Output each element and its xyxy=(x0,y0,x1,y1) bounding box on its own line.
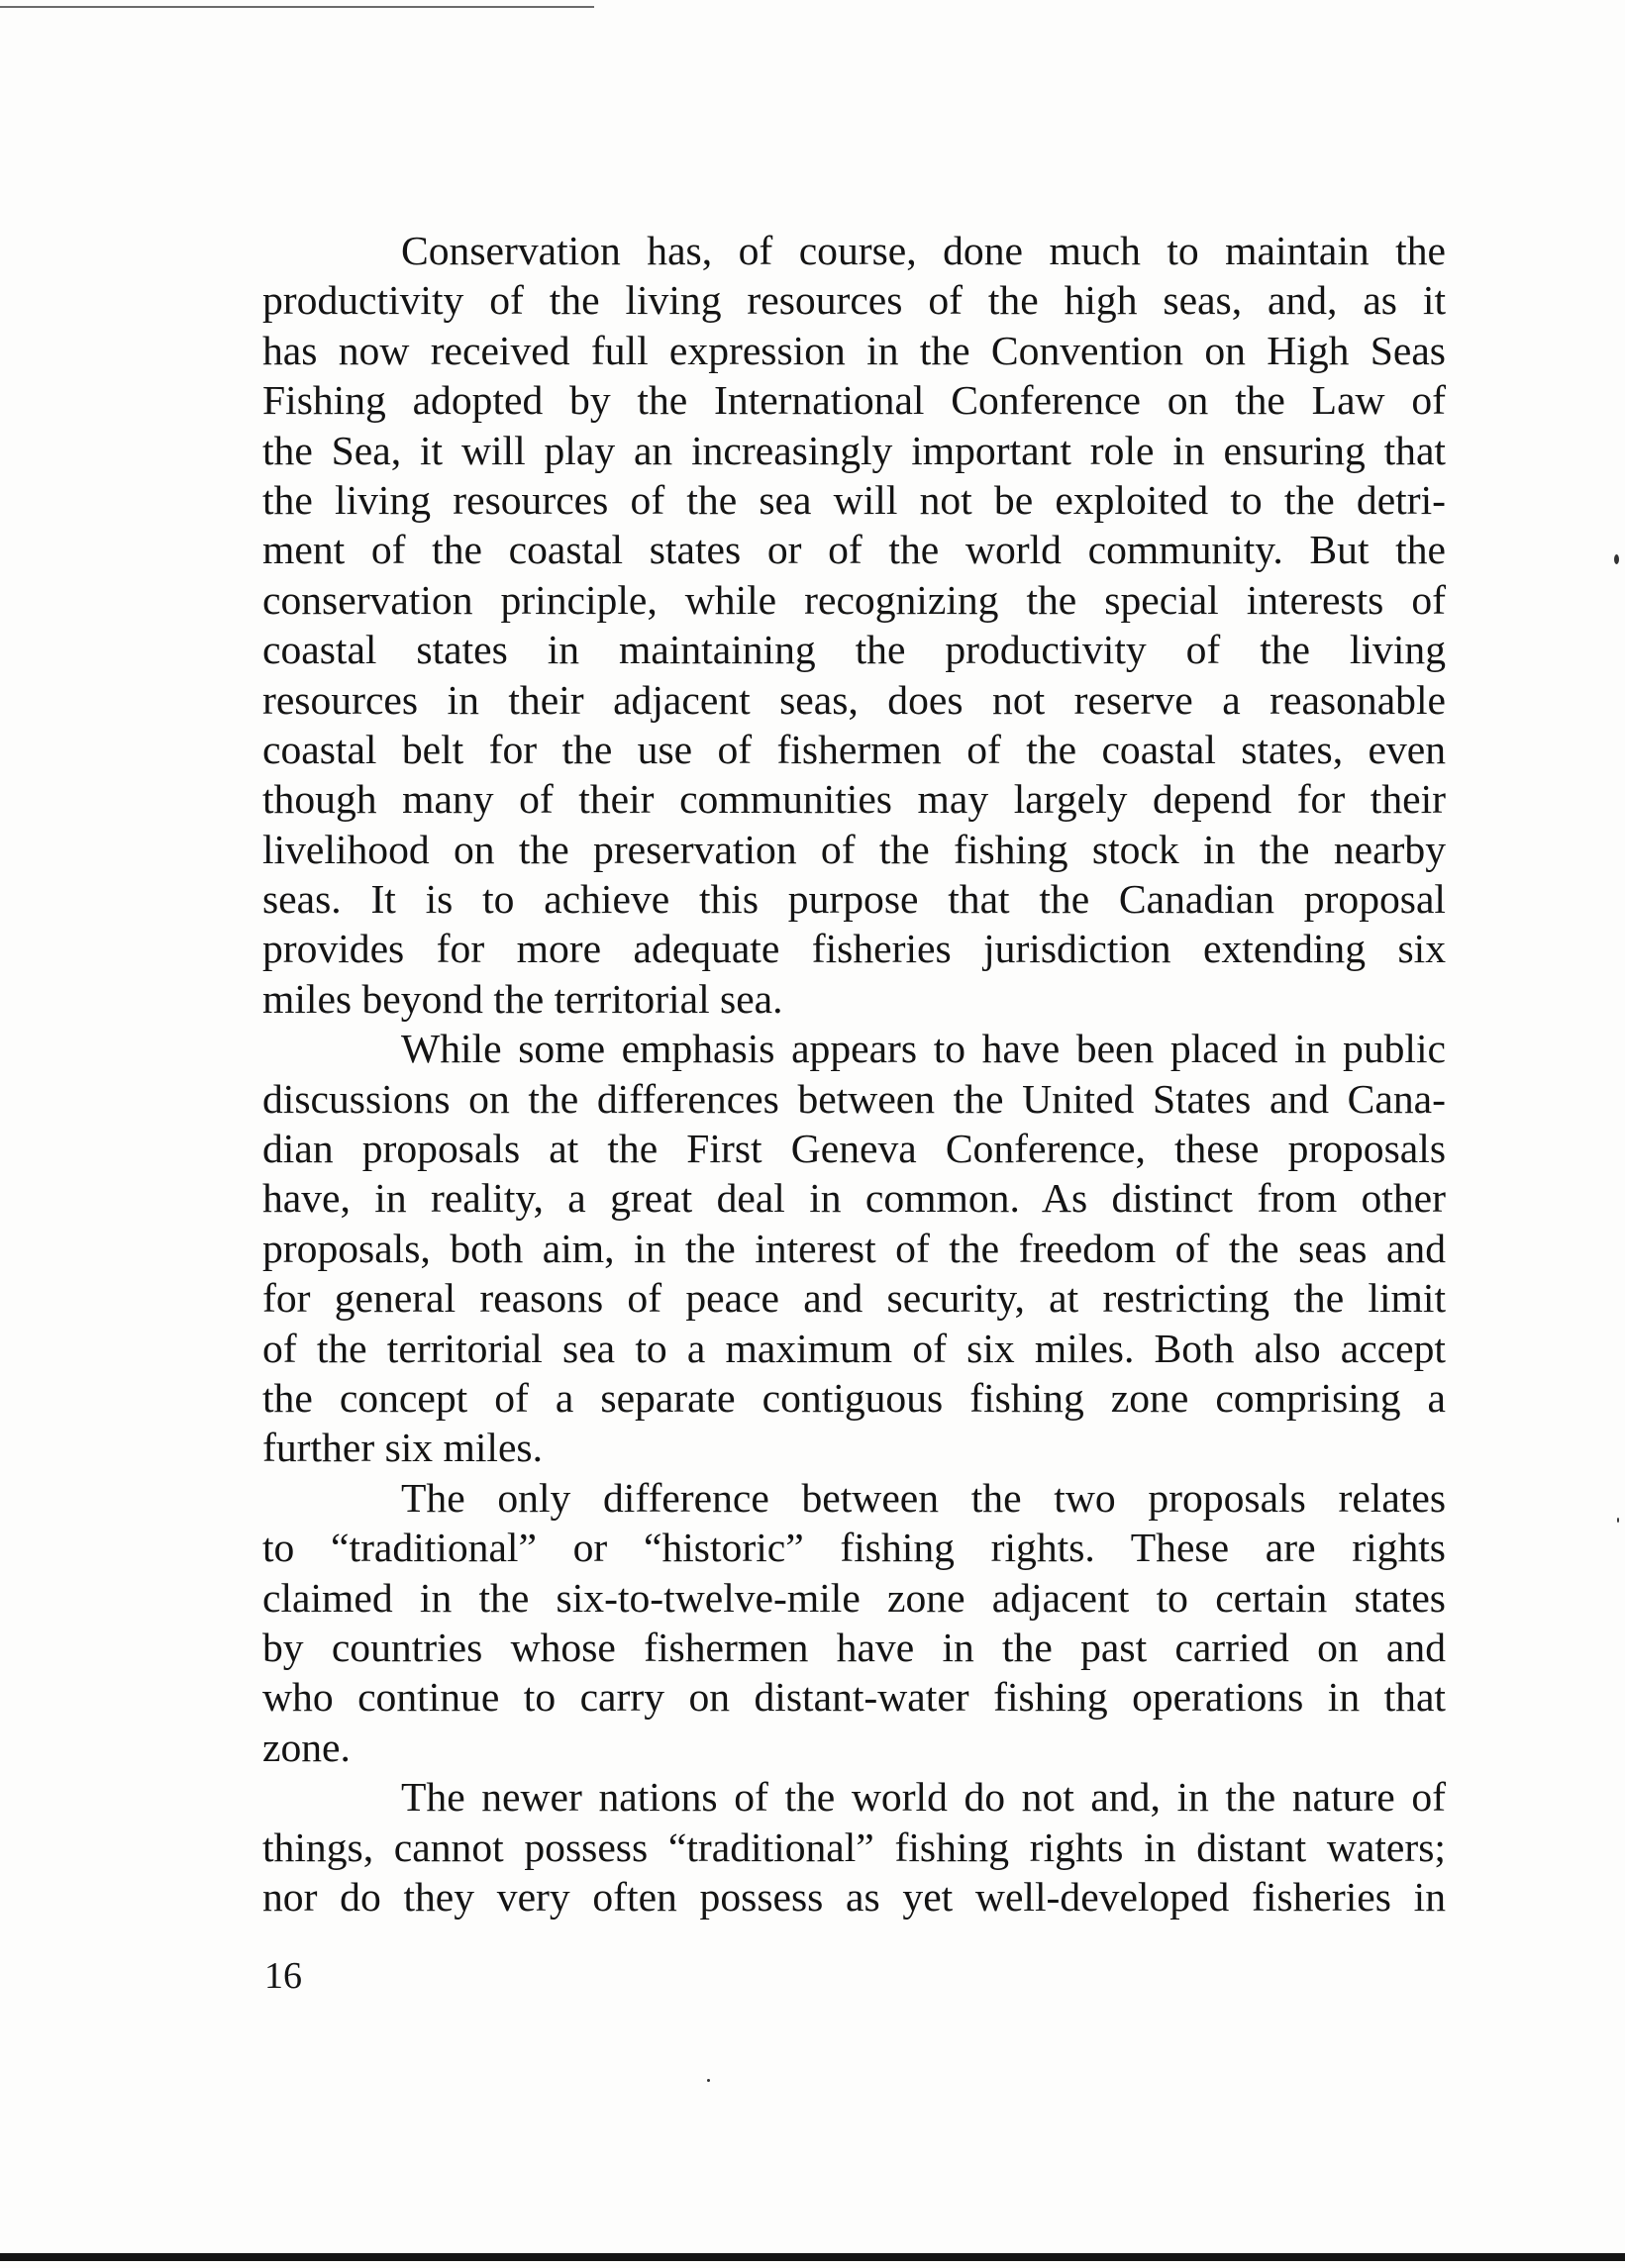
text-line: things, cannot possess “traditional” fishing rights in distant waters; xyxy=(262,1824,1446,1870)
scan-speck xyxy=(1614,554,1619,564)
text-line: by countries whose fishermen have in the past carried on and xyxy=(262,1624,1446,1670)
text-line: discussions on the differences between the United States and Cana- xyxy=(262,1075,1446,1122)
text-line: further six miles. xyxy=(262,1425,544,1471)
text-line: zone. xyxy=(262,1724,351,1770)
text-line: the concept of a separate contiguous fishing zone comprising a xyxy=(262,1374,1446,1421)
top-edge-rule xyxy=(0,6,594,8)
text-line: miles beyond the territorial sea. xyxy=(262,975,783,1022)
text-line: ment of the coastal states or of the world community. But the xyxy=(262,527,1446,573)
text-line: the Sea, it will play an increasingly important role in ensuring that xyxy=(262,427,1446,473)
text-line: coastal states in maintaining the productivity of the living xyxy=(262,627,1446,673)
text-line: though many of their communities may largely depend for their xyxy=(262,776,1446,823)
text-line: proposals, both aim, in the interest of the freedom of the seas and xyxy=(262,1225,1446,1271)
text-line: of the territorial sea to a maximum of six miles. Both also accept xyxy=(262,1325,1446,1371)
text-line: provides for more adequate fisheries jurisdiction extending six xyxy=(262,926,1446,972)
text-line: conservation principle, while recognizing the special interests of xyxy=(262,576,1446,623)
text-line: seas. It is to achieve this purpose that the Canadian proposal xyxy=(262,876,1446,923)
text-line: The newer nations of the world do not and, in the nature of xyxy=(401,1774,1446,1821)
text-line: who continue to carry on distant-water fishing operations in that xyxy=(262,1674,1446,1721)
scan-speck xyxy=(707,2079,710,2082)
text-line: resources in their adjacent seas, does not reserve a reasonable xyxy=(262,676,1446,723)
text-line: claimed in the six-to-twelve-mile zone adjacent to certain states xyxy=(262,1574,1446,1621)
body-text xyxy=(262,226,1446,1922)
text-line: productivity of the living resources of the high seas, and, as it xyxy=(262,277,1446,324)
text-line: has now received full expression in the Convention on High Seas xyxy=(262,327,1446,373)
text-line: Fishing adopted by the International Conference on the Law of xyxy=(262,377,1446,424)
text-line: for general reasons of peace and security, at restricting the limit xyxy=(262,1275,1446,1322)
text-line: While some emphasis appears to have been placed in public xyxy=(401,1026,1446,1072)
text-line: livelihood on the preservation of the fishing stock in the nearby xyxy=(262,826,1446,872)
text-line: nor do they very often possess as yet well-developed fisheries in xyxy=(262,1873,1446,1920)
text-line: the living resources of the sea will not be exploited to the detri- xyxy=(262,476,1446,523)
text-line: have, in reality, a great deal in common. As distinct from other xyxy=(262,1175,1446,1222)
page-number: 16 xyxy=(264,1955,302,1997)
bottom-edge-rule xyxy=(0,2253,1625,2261)
text-line: Conservation has, of course, done much to maintain the xyxy=(401,228,1446,273)
scan-speck xyxy=(1617,1518,1619,1523)
text-line: dian proposals at the First Geneva Conference, these proposals xyxy=(262,1126,1446,1172)
text-line: coastal belt for the use of fishermen of the coastal states, even xyxy=(262,726,1446,772)
text-line: The only difference between the two proposals relates xyxy=(401,1474,1446,1521)
text-line: to “traditional” or “historic” fishing rights. These are rights xyxy=(262,1525,1446,1571)
